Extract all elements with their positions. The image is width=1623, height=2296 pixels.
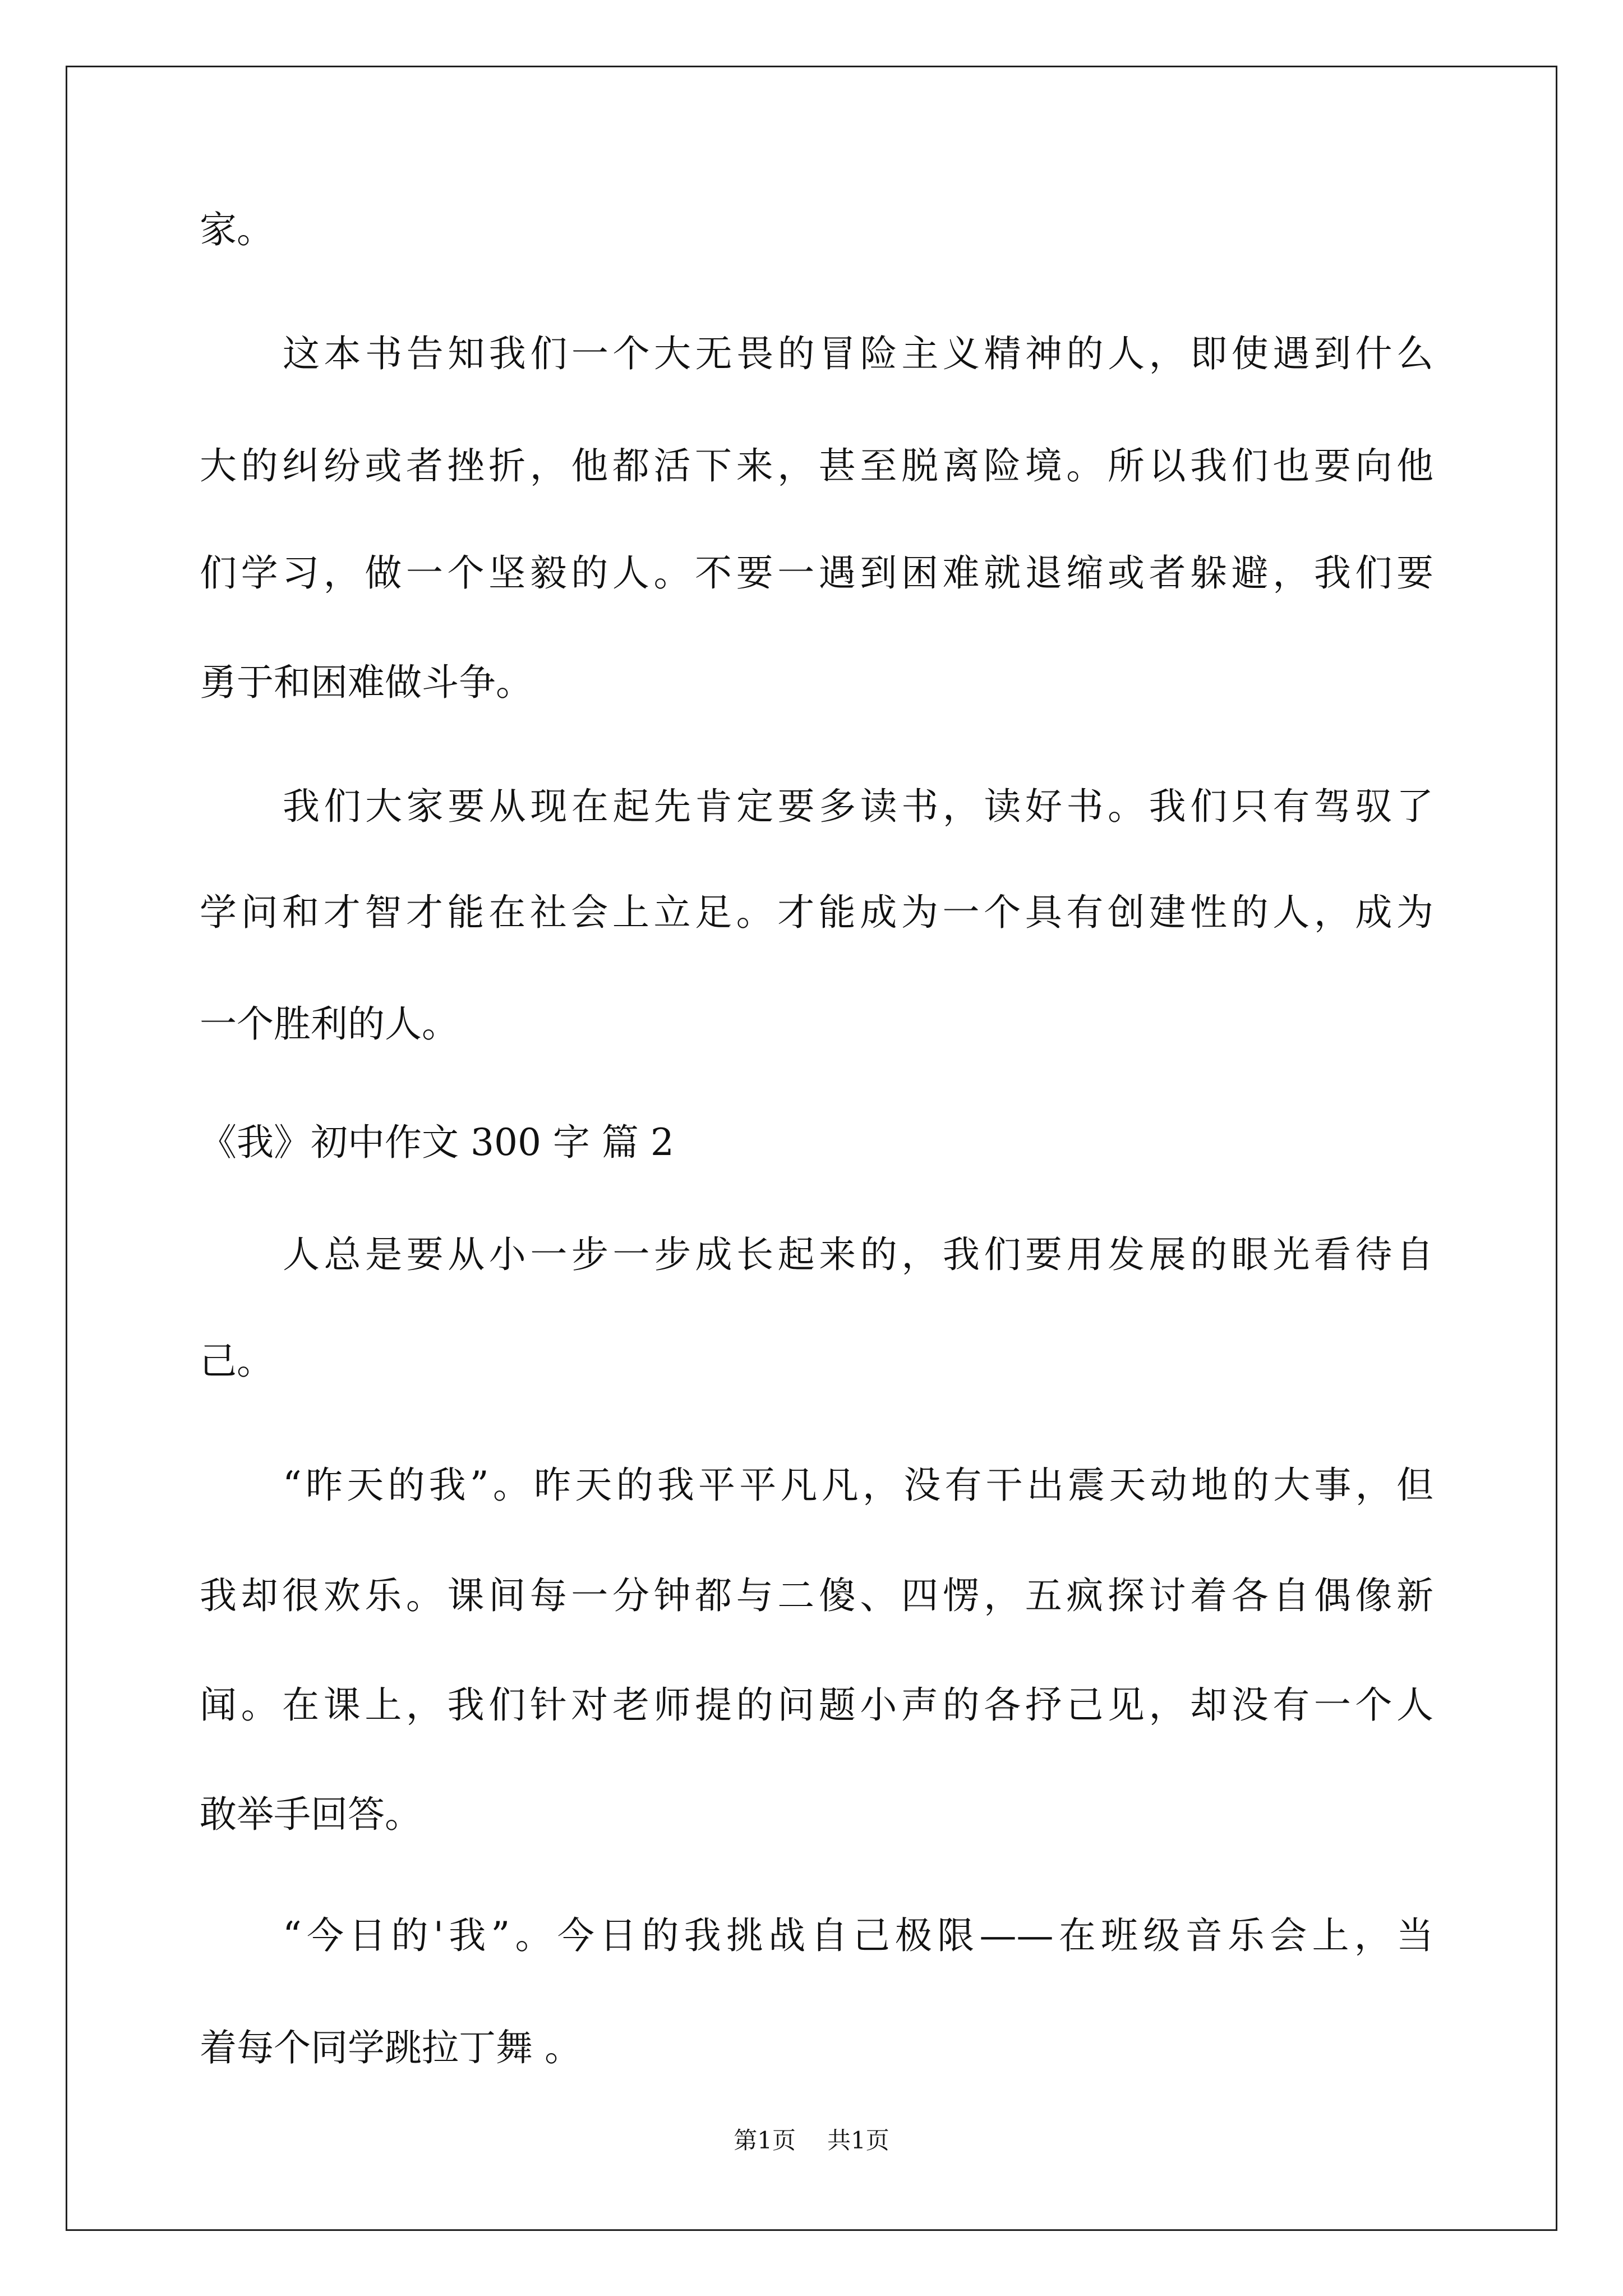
text-line: 敢举手回答。	[200, 1793, 422, 1836]
text-line: 家。	[200, 208, 274, 251]
text-line: 勇于和困难做斗争。	[200, 661, 533, 704]
text-line: “今日的'我”。今日的我挑战自己极限——在班级音乐会上，当	[283, 1914, 1433, 1957]
text-line: 己。	[200, 1340, 274, 1383]
section-heading: 《我》初中作文 300 字 篇 2	[200, 1121, 674, 1164]
text-line: 着每个同学跳拉丁舞 。	[200, 2026, 582, 2069]
text-line: 一个胜利的人。	[200, 1002, 459, 1046]
text-line: 我们大家要从现在起先肯定要多读书，读好书。我们只有驾驭了	[283, 785, 1433, 828]
page-footer	[0, 2125, 1623, 2156]
text-line: 这本书告知我们一个大无畏的冒险主义精神的人，即使遇到什么	[283, 332, 1433, 375]
text-line: 学问和才智才能在社会上立足。才能成为一个具有创建性的人，成为	[200, 891, 1433, 934]
text-line: 我却很欢乐。课间每一分钟都与二傻、四愣，五疯探讨着各自偶像新	[200, 1574, 1433, 1617]
text-line: 人总是要从小一步一步成长起来的，我们要用发展的眼光看待自	[283, 1233, 1433, 1276]
text-line: 们学习，做一个坚毅的人。不要一遇到困难就退缩或者躲避，我们要	[200, 551, 1433, 595]
text-line: 大的纠纷或者挫折，他都活下来，甚至脱离险境。所以我们也要向他	[200, 444, 1433, 487]
page-total: 共1页	[827, 2127, 889, 2154]
page-number: 第1页	[734, 2127, 796, 2154]
text-line: “昨天的我”。昨天的我平平凡凡，没有干出震天动地的大事，但	[283, 1464, 1433, 1507]
text-line: 闻。在课上，我们针对老师提的问题小声的各抒己见，却没有一个人	[200, 1683, 1433, 1727]
